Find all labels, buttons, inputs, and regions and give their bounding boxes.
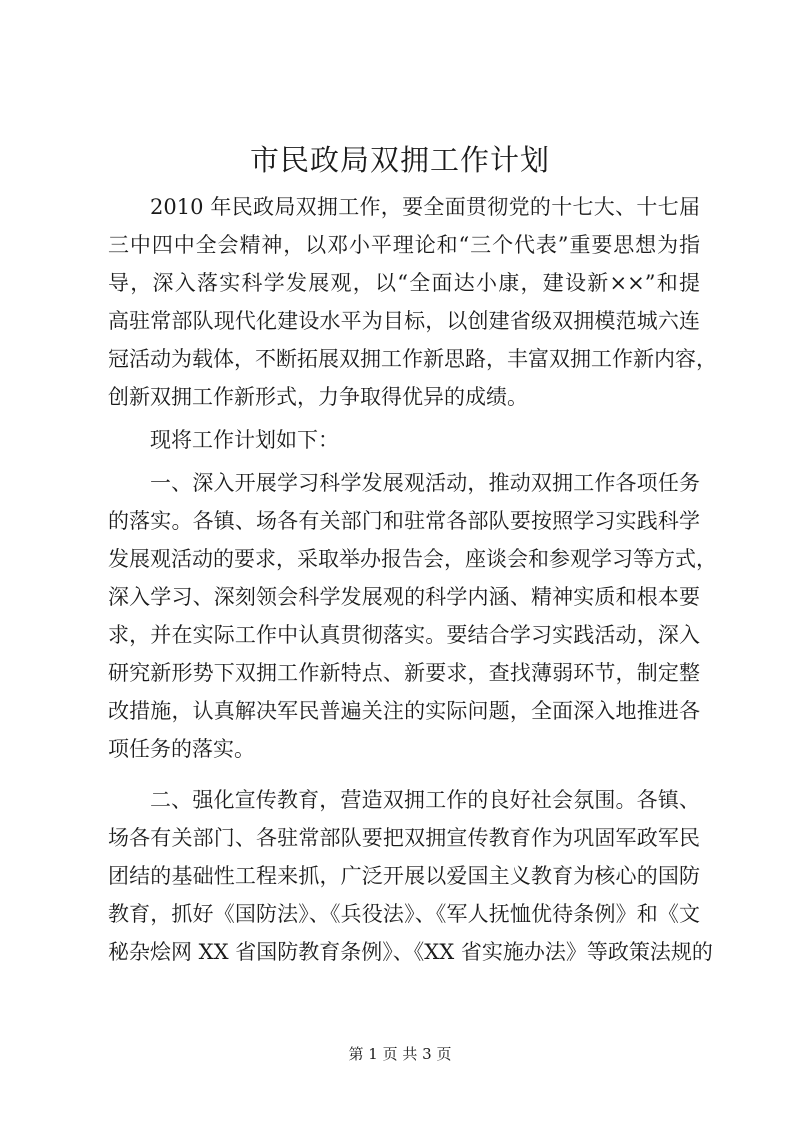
body-line: 团结的基础性工程来抓，广泛开展以爱国主义教育为核心的国防 — [108, 864, 700, 888]
body-line: 研究新形势下双拥工作新特点、新要求，查找薄弱环节，制定整 — [108, 661, 700, 685]
body-line: 发展观活动的要求，采取举办报告会，座谈会和参观学习等方式， — [108, 547, 717, 571]
body-line: 冠活动为载体，不断拓展双拥工作新思路，丰富双拥工作新内容， — [108, 347, 717, 371]
body-line: 改措施，认真解决军民普遍关注的实际问题，全面深入地推进各 — [108, 699, 700, 723]
body-line: 的落实。各镇、场各有关部门和驻常各部队要按照学习实践科学 — [108, 509, 700, 533]
page-footer: 第 1 页 共 3 页 — [348, 1045, 452, 1063]
body-line: 二、强化宣传教育，营造双拥工作的良好社会氛围。各镇、 — [150, 788, 700, 812]
body-line: 一、深入开展学习科学发展观活动，推动双拥工作各项任务 — [150, 471, 700, 495]
body-line: 高驻常部队现代化建设水平为目标，以创建省级双拥模范城六连 — [108, 309, 700, 333]
body-line: 创新双拥工作新形式，力争取得优异的成绩。 — [108, 385, 528, 409]
body-line: 三中四中全会精神，以邓小平理论和“三个代表”重要思想为指 — [108, 233, 700, 257]
body-line: 项任务的落实。 — [108, 737, 255, 761]
body-line: 深入学习、深刻领会科学发展观的科学内涵、精神实质和根本要 — [108, 585, 700, 609]
body-line: 教育，抓好《国防法》、《兵役法》、《军人抚恤优待条例》和《文 — [108, 902, 700, 926]
body-line: 秘杂烩网 XX 省国防教育条例》、《XX 省实施办法》等政策法规的 — [108, 940, 713, 964]
body-line: 场各有关部门、各驻常部队要把双拥宣传教育作为巩固军政军民 — [108, 826, 700, 850]
body-line: 2010 年民政局双拥工作，要全面贯彻党的十七大、十七届 — [150, 195, 700, 219]
body-line: 现将工作计划如下： — [150, 428, 339, 452]
document-title: 市民政局双拥工作计划 — [249, 143, 550, 177]
body-line: 导，深入落实科学发展观，以“全面达小康，建设新××”和提 — [108, 271, 700, 295]
body-line: 求，并在实际工作中认真贯彻落实。要结合学习实践活动，深入 — [108, 623, 700, 647]
